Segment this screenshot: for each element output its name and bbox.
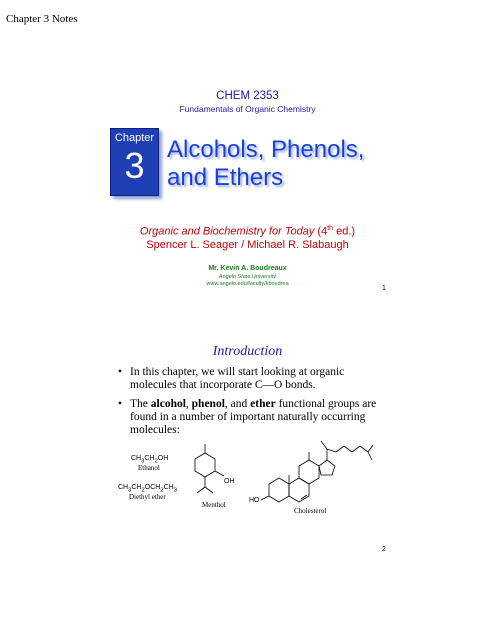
ethanol-label: Ethanol <box>138 464 160 472</box>
slide-heading: Introduction <box>212 344 283 359</box>
bullet-1-text: In this chapter, we will start looking at organic molecules that incorporate C—O bonds. <box>130 366 345 391</box>
bullet-dot: • <box>118 398 123 410</box>
page-number-2: 2 <box>382 546 386 553</box>
slide-title <box>167 136 364 192</box>
bullet-2-mid1: , <box>185 398 192 410</box>
faculty-url[interactable]: www.angelo.edu/faculty/kboudrea <box>206 281 289 287</box>
ethanol-formula: $CH_3CH_2OH$ <box>131 455 169 465</box>
book-reference <box>0 225 495 238</box>
document-header: Chapter 3 Notes <box>6 13 78 25</box>
menthol-label: Menthol <box>202 501 226 509</box>
bullet-2-mid2: , and <box>224 398 251 410</box>
book-authors: Spencer L. Seager / Michael R. Slabaugh <box>146 239 349 251</box>
course-code: CHEM 2353 <box>216 90 279 102</box>
cholesterol-structure <box>255 432 380 512</box>
term-phenol: phenol <box>191 398 225 410</box>
book-edition-pre: (4 <box>314 225 328 238</box>
book-edition-sup: th <box>327 225 334 232</box>
institution-name: Angelo State University <box>218 274 277 280</box>
cholesterol-label: Cholesterol <box>294 507 327 515</box>
chapter-number: 3 <box>124 145 145 186</box>
menthol-oh: OH <box>224 478 235 485</box>
diethyl-ether-label: Diethyl ether <box>129 493 166 501</box>
title-line-2: and Ethers <box>167 164 284 191</box>
course-name: Fundamentals of Organic Chemistry <box>179 104 316 114</box>
menthol-structure <box>190 440 240 500</box>
title-line-1: Alcohols, Phenols, <box>167 136 365 163</box>
term-alcohol: alcohol <box>150 398 186 410</box>
cholesterol-ho: HO <box>249 497 260 504</box>
page-number-1: 1 <box>382 285 386 292</box>
diethyl-ether-formula: $CH_3CH_2OCH_2CH_3$ <box>118 484 177 494</box>
term-ether: ether <box>250 398 276 410</box>
bullet-2-post: functional groups are found in a number of important naturally occurring molecules: <box>130 398 377 436</box>
book-edition-post: ed.) <box>333 225 356 238</box>
bullet-dot: • <box>118 366 123 378</box>
chapter-badge <box>110 128 159 196</box>
bullet-1 <box>118 366 383 392</box>
instructor-name: Mr. Kevin A. Boudreaux <box>208 265 287 272</box>
chapter-word: Chapter <box>114 132 155 144</box>
bullet-2-pre: The <box>130 398 151 410</box>
book-title: Organic and Biochemistry for Today <box>139 225 315 238</box>
